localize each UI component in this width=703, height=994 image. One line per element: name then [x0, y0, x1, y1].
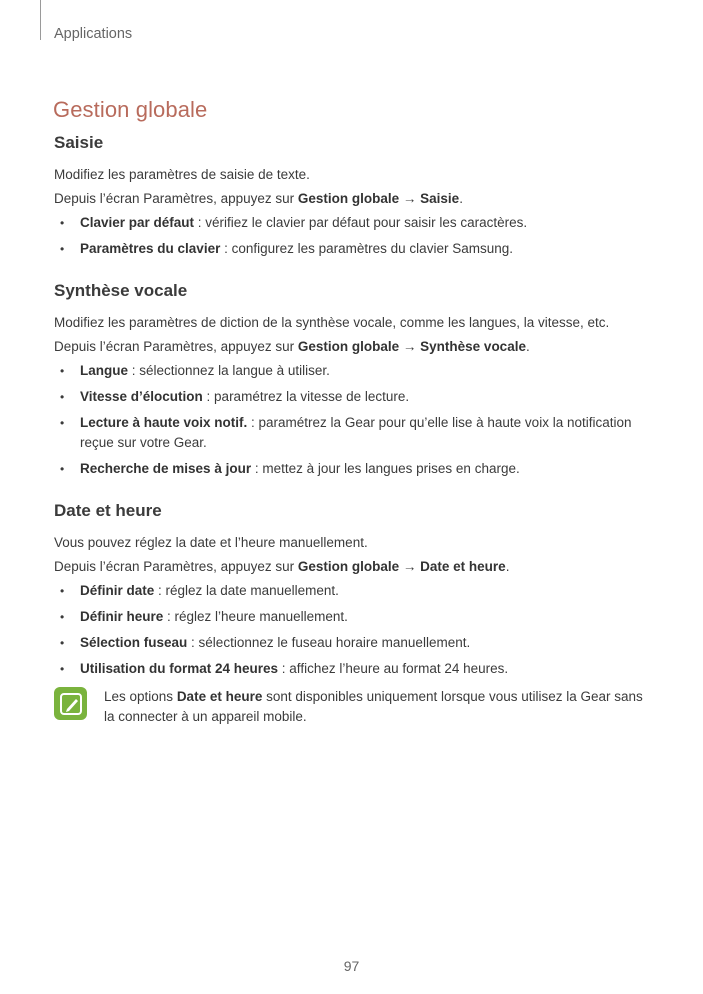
option-list: [54, 213, 654, 259]
content: [54, 133, 654, 727]
option-list: [54, 361, 654, 479]
section-intro: Modifiez les paramètres de saisie de texte.: [54, 167, 310, 182]
section-path: Depuis l’écran Paramètres, appuyez sur Gestion globale → Date et heure.: [54, 559, 510, 574]
section-heading-synthese-vocale: Synthèse vocale: [54, 281, 188, 300]
list-item: • Paramètres du clavier : configurez les paramètres du clavier Samsung.: [60, 241, 513, 256]
list-item: • Recherche de mises à jour : mettez à jour les langues prises en charge.: [60, 461, 520, 476]
note-text: Les options Date et heure sont disponibles uniquement lorsque vous utilisez la Gear sans la connecter à un appareil mobile.: [104, 689, 643, 724]
list-item: • Vitesse d’élocution : paramétrez la vitesse de lecture.: [60, 389, 410, 404]
list-item: • Utilisation du format 24 heures : affichez l’heure au format 24 heures.: [60, 661, 509, 676]
header-rule: [40, 0, 41, 40]
section-intro: Modifiez les paramètres de diction de la synthèse vocale, comme les langues, la vitesse, etc.: [54, 315, 610, 330]
list-item: • Définir date : réglez la date manuellement.: [60, 583, 339, 598]
section-heading-saisie: Saisie: [54, 133, 104, 152]
note-pencil-icon: [54, 687, 87, 720]
section-label: Applications: [54, 26, 133, 42]
list-item: • Clavier par défaut : vérifiez le clavier par défaut pour saisir les caractères.: [60, 215, 528, 230]
section-intro: Vous pouvez réglez la date et l’heure manuellement.: [54, 535, 368, 550]
list-item: • Langue : sélectionnez la langue à utiliser.: [60, 363, 330, 378]
section-path: Depuis l’écran Paramètres, appuyez sur Gestion globale → Synthèse vocale.: [54, 339, 530, 354]
section-path: Depuis l’écran Paramètres, appuyez sur Gestion globale → Saisie.: [54, 191, 463, 206]
list-item: • Définir heure : réglez l’heure manuellement.: [60, 609, 348, 624]
list-item: • Lecture à haute voix notif. : paramétrez la Gear pour qu’elle lise à haute voix la notification reçue sur votre Gear.: [60, 415, 632, 450]
page-title: Gestion globale: [53, 96, 208, 122]
note-box: [54, 687, 654, 727]
section-heading-date-et-heure: Date et heure: [54, 501, 162, 520]
list-item: • Sélection fuseau : sélectionnez le fuseau horaire manuellement.: [60, 635, 471, 650]
page-number: 97: [343, 958, 360, 974]
option-list: [54, 581, 654, 679]
